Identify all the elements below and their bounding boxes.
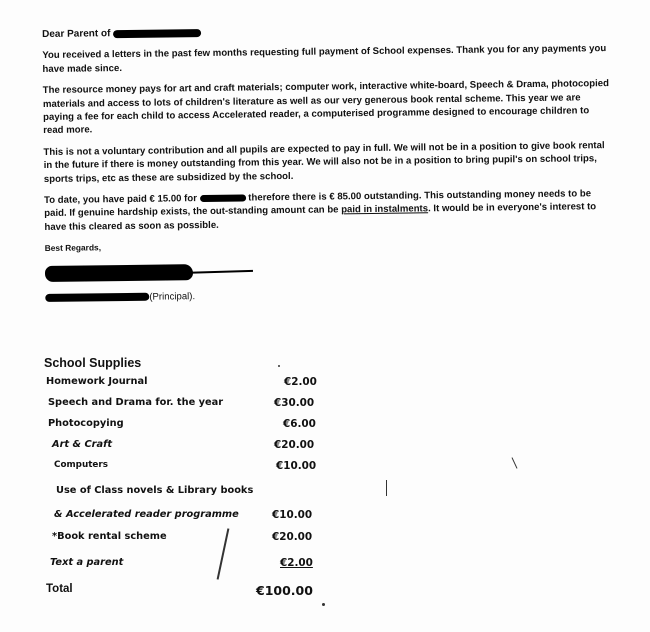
- supply-row-homework-journal: [44, 376, 344, 397]
- supply-row-class-novels: [44, 481, 344, 505]
- closing-sentence-text: . It would be in everyone's interest to have this cleared as soon as possible.: [44, 201, 597, 233]
- supply-row-computers: [44, 460, 344, 481]
- pen-mark: [512, 457, 518, 468]
- letter-body: [42, 21, 613, 305]
- greeting-text: Dear Parent of: [42, 28, 111, 40]
- principal-label: (Principal).: [149, 290, 196, 303]
- best-regards: Best Regards,: [44, 242, 102, 254]
- signature-stroke: [185, 270, 253, 274]
- paragraph-resource-money: The resource money pays for art and craft materials; computer work, interactive white-board, Speech & Drama, photocopied materials and access to lots of children's literature as well as our very generous book rental scheme. This year we are paying a fee for each child to access Accelerated reader, a computerised programme designed to encourage children to read more.: [42, 78, 609, 137]
- paid-to-date-text: To date, you have paid € 15.00 for: [44, 193, 198, 207]
- supply-row-accelerated-reader: [44, 505, 344, 531]
- supply-amount: €10.00: [272, 509, 313, 521]
- supply-amount: €2.00: [280, 557, 313, 569]
- school-supplies-list: [44, 356, 344, 604]
- supply-name: Use of Class novels & Library books: [56, 485, 254, 496]
- total-label: Total: [46, 583, 73, 595]
- paragraph-payment-request: You received a letters in the past few months requesting full payment of School expenses. Thank you for any payments you have made since.: [42, 43, 607, 75]
- supply-row-speech-drama: [44, 397, 344, 418]
- supply-name: Photocopying: [48, 418, 124, 429]
- paragraph-outstanding-balance: [44, 187, 612, 234]
- supply-name: Computers: [54, 460, 108, 470]
- supply-row-text-a-parent: [44, 557, 344, 583]
- ink-dot: [278, 365, 280, 367]
- outstanding-text: therefore there is € 85.00 outstanding. This outstanding money needs to be paid. If genuine hardship exists, the out-standing amount can be: [44, 188, 592, 220]
- supply-name: Homework Journal: [46, 376, 148, 387]
- supplies-title: School Supplies: [44, 356, 142, 370]
- signature: [45, 253, 613, 290]
- supply-name: Speech and Drama for. the year: [48, 397, 224, 408]
- redacted-pupil-name: [200, 195, 246, 203]
- supply-amount: €10.00: [276, 460, 317, 472]
- supply-row-total: [44, 583, 344, 604]
- supply-name: *Book rental scheme: [52, 531, 167, 542]
- pen-mark: [386, 480, 387, 496]
- supply-amount: €20.00: [272, 531, 313, 543]
- supply-name: Art & Craft: [52, 439, 113, 450]
- redacted-child-name: [113, 29, 201, 38]
- supply-row-book-rental: [44, 531, 344, 557]
- supply-name: & Accelerated reader programme: [54, 509, 239, 520]
- supply-amount: €30.00: [274, 397, 315, 409]
- supply-name: Text a parent: [50, 557, 124, 568]
- redacted-signature: [45, 264, 193, 282]
- greeting-line: [42, 21, 610, 41]
- supply-amount: €6.00: [283, 418, 316, 430]
- instalments-text: paid in instalments: [341, 203, 429, 216]
- paragraph-not-voluntary: This is not a voluntary contribution and all pupils are expected to pay in full. We will not be in a position to give book rental in the future if there is money outstanding from this year. We will also not be in a position to bring pupil's on school trips, sports trips, etc as these are subsidized by the school.: [43, 139, 605, 185]
- supply-row-art-craft: [44, 439, 344, 460]
- total-amount: €100.00: [256, 583, 313, 598]
- supply-row-photocopying: [44, 418, 344, 439]
- supply-amount: €20.00: [274, 439, 315, 451]
- supply-amount: €2.00: [284, 376, 317, 388]
- ink-dot: [322, 603, 325, 606]
- redacted-principal-name: [45, 293, 149, 302]
